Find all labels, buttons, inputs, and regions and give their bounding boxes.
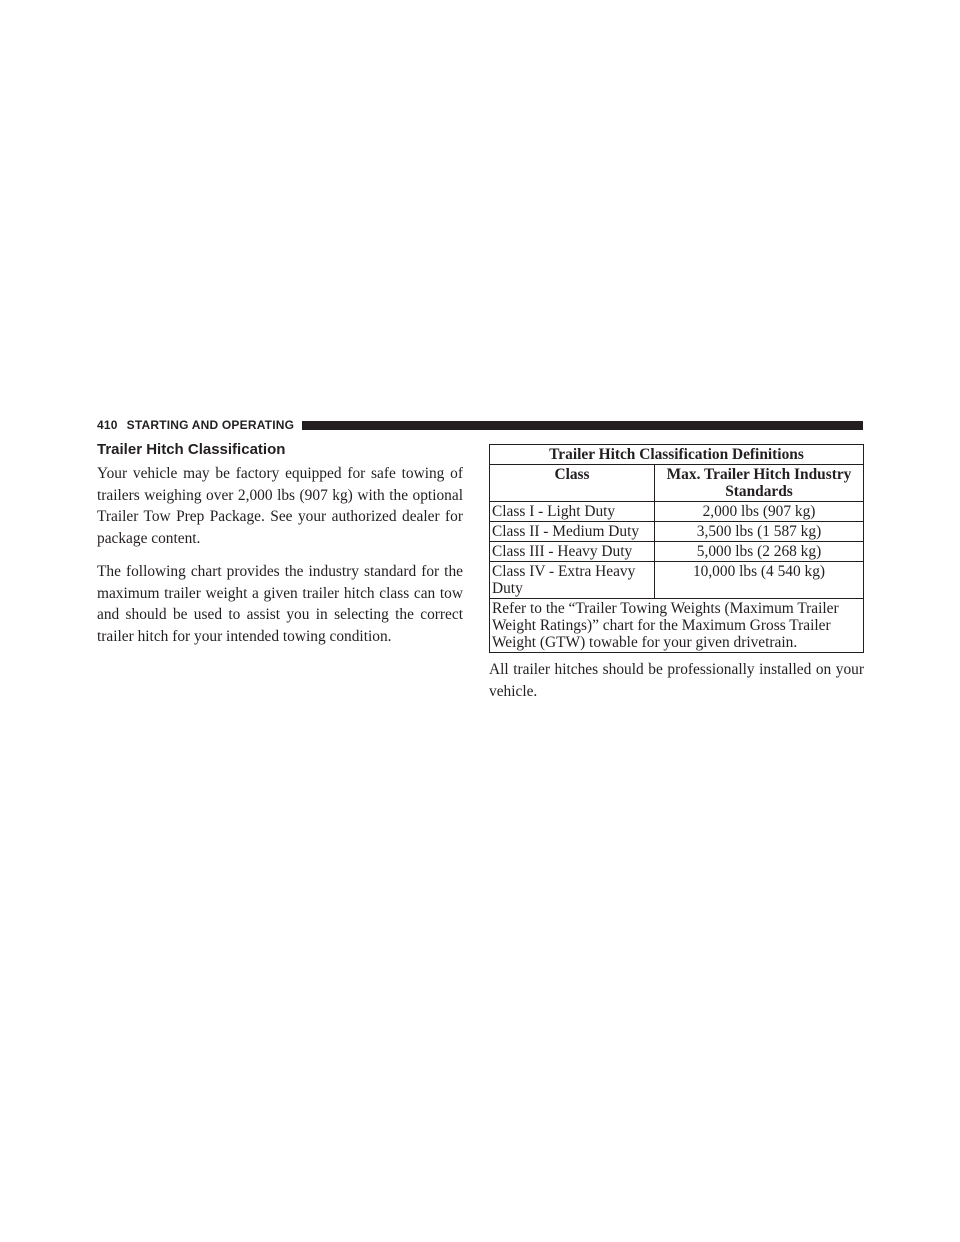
header-rule xyxy=(302,421,863,430)
section-heading: Trailer Hitch Classification xyxy=(97,441,286,458)
table-caption: Trailer Hitch Classification Definitions xyxy=(490,445,864,465)
right-column xyxy=(489,444,864,702)
table-row xyxy=(490,562,864,599)
table-caption-row xyxy=(490,445,864,465)
standard-cell: 10,000 lbs (4 540 kg) xyxy=(655,562,864,599)
section-title: STARTING AND OPERATING xyxy=(126,418,295,432)
class-cell: Class II - Medium Duty xyxy=(490,522,655,542)
hitch-classification-table xyxy=(489,444,864,653)
page-number: 410 xyxy=(97,418,118,432)
table-row xyxy=(490,542,864,562)
chart-paragraph: The following chart provides the industry standard for the maximum trailer weight a given trailer hitch class can tow and should be used to assist you in selecting the correct trailer hitch for your intended towing condition. xyxy=(97,563,463,645)
standard-cell: 5,000 lbs (2 268 kg) xyxy=(655,542,864,562)
class-cell: Class I - Light Duty xyxy=(490,502,655,522)
class-cell: Class III - Heavy Duty xyxy=(490,542,655,562)
standard-cell: 3,500 lbs (1 587 kg) xyxy=(655,522,864,542)
intro-paragraph: Your vehicle may be factory equipped for safe towing of trailers weighing over 2,000 lbs (907 kg) with the optional Trailer Tow Prep Package. See your authorized dealer for package content. xyxy=(97,465,463,547)
class-cell: Class IV - Extra Heavy Duty xyxy=(490,562,655,599)
closing-paragraph: All trailer hitches should be professionally installed on your vehicle. xyxy=(489,661,864,700)
table-row xyxy=(490,522,864,542)
left-column xyxy=(97,440,463,659)
column-header-standard: Max. Trailer Hitch Industry Standards xyxy=(655,465,864,502)
table-header-row xyxy=(490,465,864,502)
table-row xyxy=(490,502,864,522)
column-header-class: Class xyxy=(490,465,655,502)
table-note: Refer to the “Trailer Towing Weights (Maximum Trailer Weight Ratings)” chart for the Maximum Gross Trailer Weight (GTW) towable for your given drivetrain. xyxy=(490,599,864,653)
page-header xyxy=(97,417,863,433)
table-note-row xyxy=(490,599,864,653)
standard-cell: 2,000 lbs (907 kg) xyxy=(655,502,864,522)
